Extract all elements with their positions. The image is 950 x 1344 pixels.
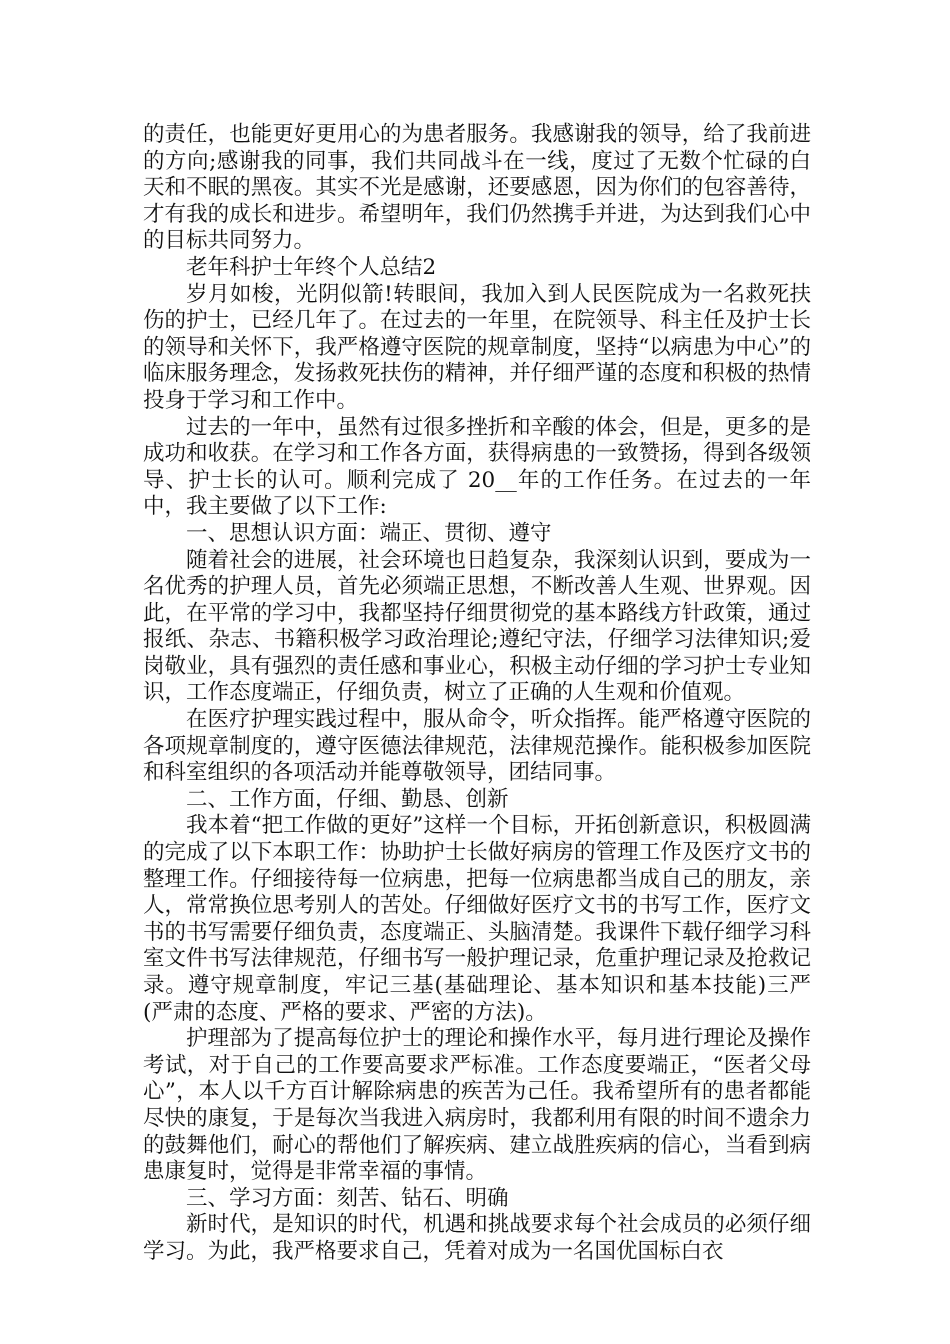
heading-ideological: 一、思想认识方面：端正、贯彻、遵守 — [186, 520, 552, 546]
paragraph-work: 我本着“把工作做的更好”这样一个目标，开拓创新意识，积极圆满的完成了以下本职工作：协助护士长做好病房的管理工作及医疗文书的整理工作。仔细接待每一位病患，把每一位病患都当成自己的朋友，亲人，常常换位思考别人的苦处。仔细做好医疗文书的书写工作，医疗文书的书写需要仔细负责，态度端正、头脑清楚。我课件下载仔细学习科室文件书写法律规范，仔细书写一般护理记录，危重护理记录及抢救记录。遵守规章制度，牢记三基(基础理论、基本知识和基本技能)三严(严肃的态度、严格的要求、严密的方法)。 — [143, 813, 811, 1025]
heading-study: 三、学习方面：刻苦、钻石、明确 — [186, 1185, 509, 1211]
paragraph-practice: 在医疗护理实践过程中，服从命令，听众指挥。能严格遵守医院的各项规章制度的，遵守医德法律规范，法律规范操作。能积极参加医院和科室组织的各项活动并能尊敬领导，团结同事。 — [143, 707, 811, 786]
paragraph-ideological: 随着社会的进展，社会环境也日趋复杂，我深刻认识到，要成为一名优秀的护理人员，首先必须端正思想，不断改善人生观、世界观。因此，在平常的学习中，我都坚持仔细贯彻党的基本路线方针政策，通过报纸、杂志、书籍积极学习政治理论;遵纪守法，仔细学习法律知识;爱岗敬业，具有强烈的责任感和事业心，积极主动仔细的学习护士专业知识，工作态度端正，仔细负责，树立了正确的人生观和价值观。 — [143, 547, 811, 706]
paragraph-study: 新时代，是知识的时代，机遇和挑战要求每个社会成员的必须仔细学习。为此，我严格要求自己，凭着对成为一名国优国标白衣 — [143, 1212, 811, 1264]
paragraph-past-year: 过去的一年中，虽然有过很多挫折和辛酸的体会，但是，更多的是成功和收获。在学习和工作各方面，获得病患的一致赞扬，得到各级领导、护士长的认可。顺利完成了 20__年的工作任务。在过去的一年中，我主要做了以下工作: — [143, 414, 811, 520]
document-page — [143, 122, 811, 1266]
paragraph-intro: 岁月如梭，光阴似箭!转眼间，我加入到人民医院成为一名救死扶伤的护士，已经几年了。在过去的一年里，在院领导、科主任及护士长的领导和关怀下，我严格遵守医院的规章制度，坚持“以病患为中心”的临床服务理念，发扬救死扶伤的精神，并仔细严谨的态度和积极的热情投身于学习和工作中。 — [143, 281, 811, 413]
heading-work: 二、工作方面，仔细、勤恳、创新 — [186, 786, 509, 812]
section-title-summary-2: 老年科护士年终个人总结2 — [186, 254, 437, 280]
paragraph-closing-thanks: 的责任，也能更好更用心的为患者服务。我感谢我的领导，给了我前进的方向;感谢我的同事，我们共同战斗在一线，度过了无数个忙碌的白天和不眠的黑夜。其实不光是感谢，还要感恩，因为你们的包容善待，才有我的成长和进步。希望明年，我们仍然携手并进，为达到我们心中的目标共同努力。 — [143, 122, 811, 254]
paragraph-nursing-dept: 护理部为了提高每位护士的理论和操作水平，每月进行理论及操作考试，对于自己的工作要高要求严标准。工作态度要端正，“医者父母心”，本人以千方百计解除病患的疾苦为己任。我希望所有的患者都能尽快的康复，于是每次当我进入病房时，我都利用有限的时间不遗余力的鼓舞他们，耐心的帮他们了解疾病、建立战胜疾病的信心，当看到病患康复时，觉得是非常幸福的事情。 — [143, 1026, 811, 1185]
